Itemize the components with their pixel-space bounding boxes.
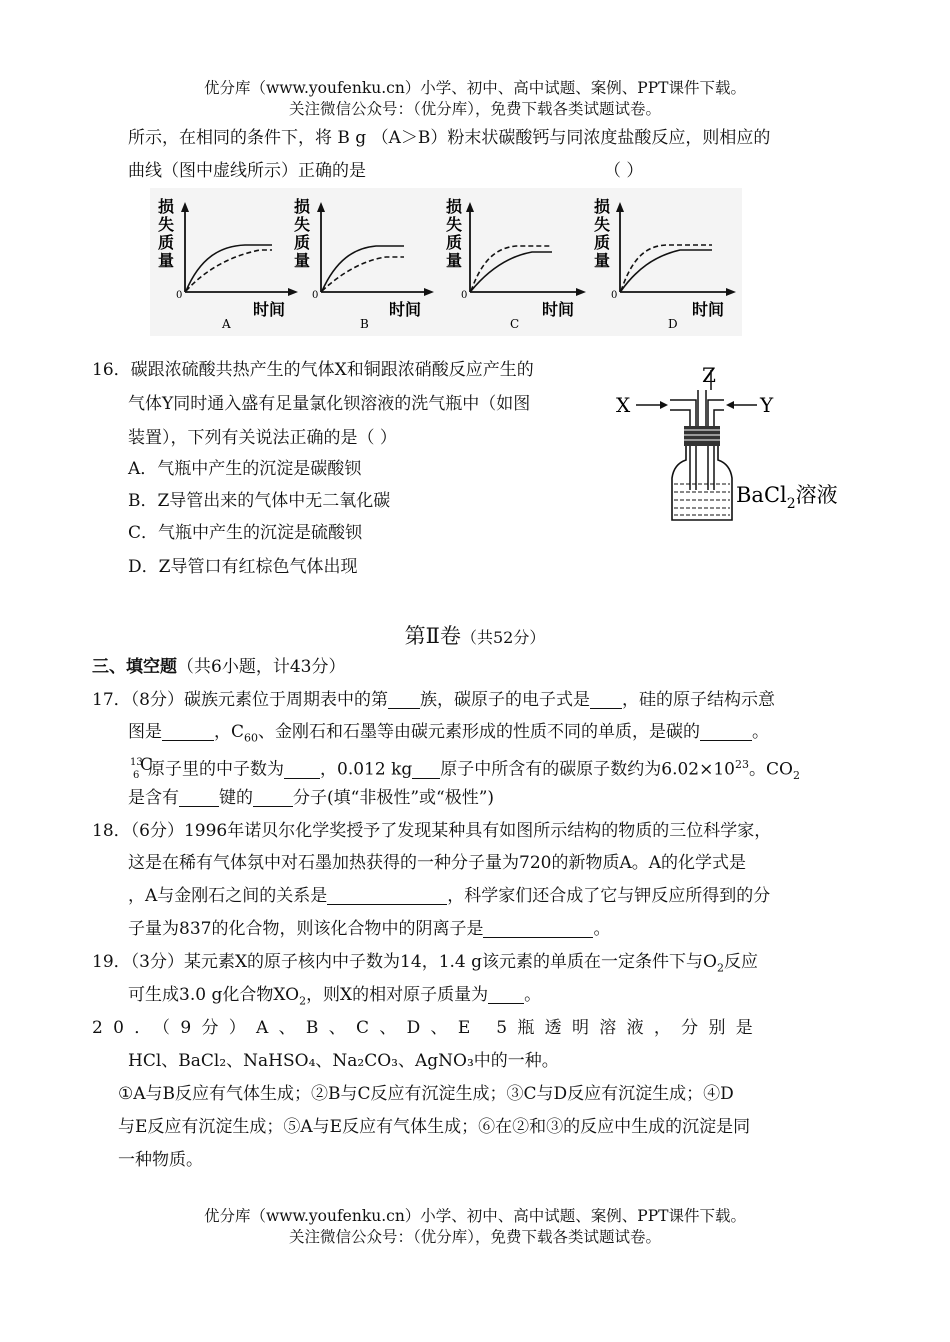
q16-line-3: 装置），下列有关说法正确的是（ ）	[128, 428, 397, 448]
q16-line-1: 16．碳跟浓硫酸共热产生的气体X和铜跟浓硝酸反应产生的	[92, 360, 534, 380]
chart-c-ylabel-1: 损	[446, 197, 463, 216]
q18-line-2: 这是在稀有气体氛中对石墨加热获得的一种分子量为720的新物质A。A的化学式是	[128, 853, 746, 873]
stopper	[684, 426, 720, 446]
footer-line-1: 优分库（www.youfenku.cn）小学、初中、高中试题、案例、PPT课件下载。	[203, 1207, 747, 1225]
label-z: Z	[702, 363, 716, 387]
q20-line-1: 20．（9分）A、B、C、D、E 5瓶透明溶液，分别是	[92, 1018, 764, 1038]
q16-line-2: 气体Y同时通入盛有足量氯化钡溶液的洗气瓶中（如图	[128, 394, 531, 414]
q15-charts	[150, 188, 742, 336]
q15-line-2: 曲线（图中虚线所示）正确的是	[128, 161, 366, 181]
carbon-13-isotope: 13 6 C	[130, 755, 154, 781]
q17-blank-isotope[interactable]	[412, 760, 440, 779]
q15-line-1: 所示，在相同的条件下，将 B g （A＞B）粉末状碳酸钙与同浓度盐酸反应，则相应的	[128, 128, 771, 148]
part-3-heading	[92, 655, 345, 679]
label-y: Y	[760, 393, 774, 417]
q19-line-2: 可生成3.0 g化合物$XO_2$，则X的相对原子质量为 。	[128, 985, 542, 1008]
chart-b-origin: 0	[312, 290, 319, 301]
footer-line-2: 关注微信公众号：（优分库），免费下载各类试题试卷。	[288, 1228, 661, 1246]
gas-washing-bottle-figure	[612, 360, 852, 530]
arrow-y-head	[726, 401, 734, 409]
chart-a-ylabel-4: 量	[158, 251, 175, 270]
chart-b-xlabel: 时间	[389, 300, 422, 319]
chart-b-tag: B	[360, 317, 369, 331]
q17-blank-allotrope[interactable]	[700, 722, 752, 741]
q17-blank-electron[interactable]	[590, 690, 622, 709]
q17-line-4: 是含有 键的 分子(填“非极性”或“极性”)	[128, 788, 495, 808]
chart-a-ylabel-3: 质	[158, 233, 175, 252]
q18-blank-relation[interactable]	[327, 886, 447, 905]
chart-b-ylabel-4: 量	[294, 251, 311, 270]
q17-line-2: 图是 ，$C_{60}$、金刚石和石墨等由碳元素形成的性质不同的单质，是碳的 。	[128, 722, 770, 745]
chart-a-ylabel-1: 损	[158, 197, 175, 216]
q16-number: 16．	[92, 360, 131, 380]
chart-d-origin: 0	[611, 290, 618, 301]
section-2-title: 第Ⅱ卷（共52分）	[404, 624, 546, 648]
chart-c-ylabel-4: 量	[446, 251, 463, 270]
chart-a-origin: 0	[176, 290, 183, 301]
q17-line-3: 13 6 C 原子里的中子数为 ，0.012 kg 原子中所含有的碳原子数约为$6.02\times 10^{23}$。$CO_2$	[130, 755, 800, 783]
page-footer	[0, 1206, 950, 1248]
q20-number: 20	[92, 1018, 135, 1038]
bottle	[672, 446, 732, 520]
q18-line-1: 18．（6分）1996年诺贝尔化学奖授予了发现某种具有如图所示结构的物质的三位科学家，	[92, 821, 772, 841]
q15-chart-set	[150, 188, 742, 336]
q20-line-3: ①A与B反应有气体生成；②B与C反应有沉淀生成；③C与D反应有沉淀生成；④D	[118, 1084, 734, 1104]
chart-d-ylabel-1: 损	[594, 197, 611, 216]
chart-c-xlabel: 时间	[542, 300, 575, 319]
chart-a-ylabel-2: 失	[158, 215, 175, 234]
q17-blank-si[interactable]	[162, 722, 214, 741]
header-line-2: 关注微信公众号：（优分库），免费下载各类试题试卷。	[288, 100, 661, 118]
q17-number: 17．	[92, 690, 131, 710]
chart-c-ylabel-3: 质	[446, 233, 463, 252]
chart-d-ylabel-2: 失	[594, 215, 611, 234]
q18-number: 18．	[92, 821, 131, 841]
chart-d-ylabel-3: 质	[594, 233, 611, 252]
q16-option-c: C．气瓶中产生的沉淀是硫酸钡	[128, 523, 363, 543]
q18-blank-anion[interactable]	[483, 919, 593, 938]
chart-b-ylabel-3: 质	[294, 233, 311, 252]
chart-d-tag: D	[668, 317, 678, 331]
chart-a-tag: A	[222, 317, 231, 331]
header-line-1: 优分库（www.youfenku.cn）小学、初中、高中试题、案例、PPT课件下载。	[203, 79, 747, 97]
q17-line-1: 17．（8分）碳族元素位于周期表中的第 族，碳原子的电子式是 ，硅的原子结构示意	[92, 690, 775, 710]
chart-c-ylabel-2: 失	[446, 215, 463, 234]
q18-line-3: ，A与金刚石之间的关系是 ，科学家们还合成了它与钾反应所得到的分	[128, 886, 771, 906]
chart-a-xlabel: 时间	[253, 300, 286, 319]
chart-c-origin: 0	[461, 290, 468, 301]
q17-blank-group[interactable]	[388, 690, 420, 709]
q20-line-2: HCl、BaCl₂、NaHSO₄、Na₂CO₃、AgNO₃中的一种。	[128, 1051, 559, 1071]
part-3-title: 三、填空题	[92, 657, 177, 677]
chart-c-tag: C	[510, 317, 520, 331]
chart-b-ylabel-2: 失	[294, 215, 311, 234]
q16-option-b: B．Z导管出来的气体中无二氧化碳	[128, 491, 391, 511]
chart-d-ylabel-4: 量	[594, 251, 611, 270]
part-3-detail: （共6小题，计43分）	[177, 657, 346, 677]
q19-blank-mass[interactable]	[488, 985, 524, 1004]
q19-number: 19．	[92, 952, 131, 972]
q18-line-4: 子量为837的化合物，则该化合物中的阴离子是 。	[128, 919, 611, 939]
chart-b-ylabel-1: 损	[294, 197, 311, 216]
q17-blank-neutrons[interactable]	[284, 760, 320, 779]
q16-option-d: D．Z导管口有红棕色气体出现	[128, 557, 358, 577]
label-x: X	[616, 393, 631, 417]
page-header	[0, 78, 950, 120]
arrow-x-head	[660, 401, 668, 409]
q15-answer-paren: （ ）	[604, 161, 644, 181]
chart-d-xlabel: 时间	[692, 300, 725, 319]
q17-blank-bond[interactable]	[179, 788, 219, 807]
q16-option-a: A．气瓶中产生的沉淀是碳酸钡	[128, 459, 362, 479]
q17-blank-molecule[interactable]	[253, 788, 293, 807]
q20-line-5: 一种物质。	[118, 1150, 203, 1170]
q20-line-4: 与E反应有沉淀生成；⑤A与E反应有气体生成；⑥在②和③的反应中生成的沉淀是同	[118, 1117, 751, 1137]
q19-line-1: 19．（3分）某元素X的原子核内中子数为14，1.4 g该元素的单质在一定条件下与$O_2$反应	[92, 952, 758, 975]
solution-label: BaCl$_2$溶液	[736, 483, 838, 512]
